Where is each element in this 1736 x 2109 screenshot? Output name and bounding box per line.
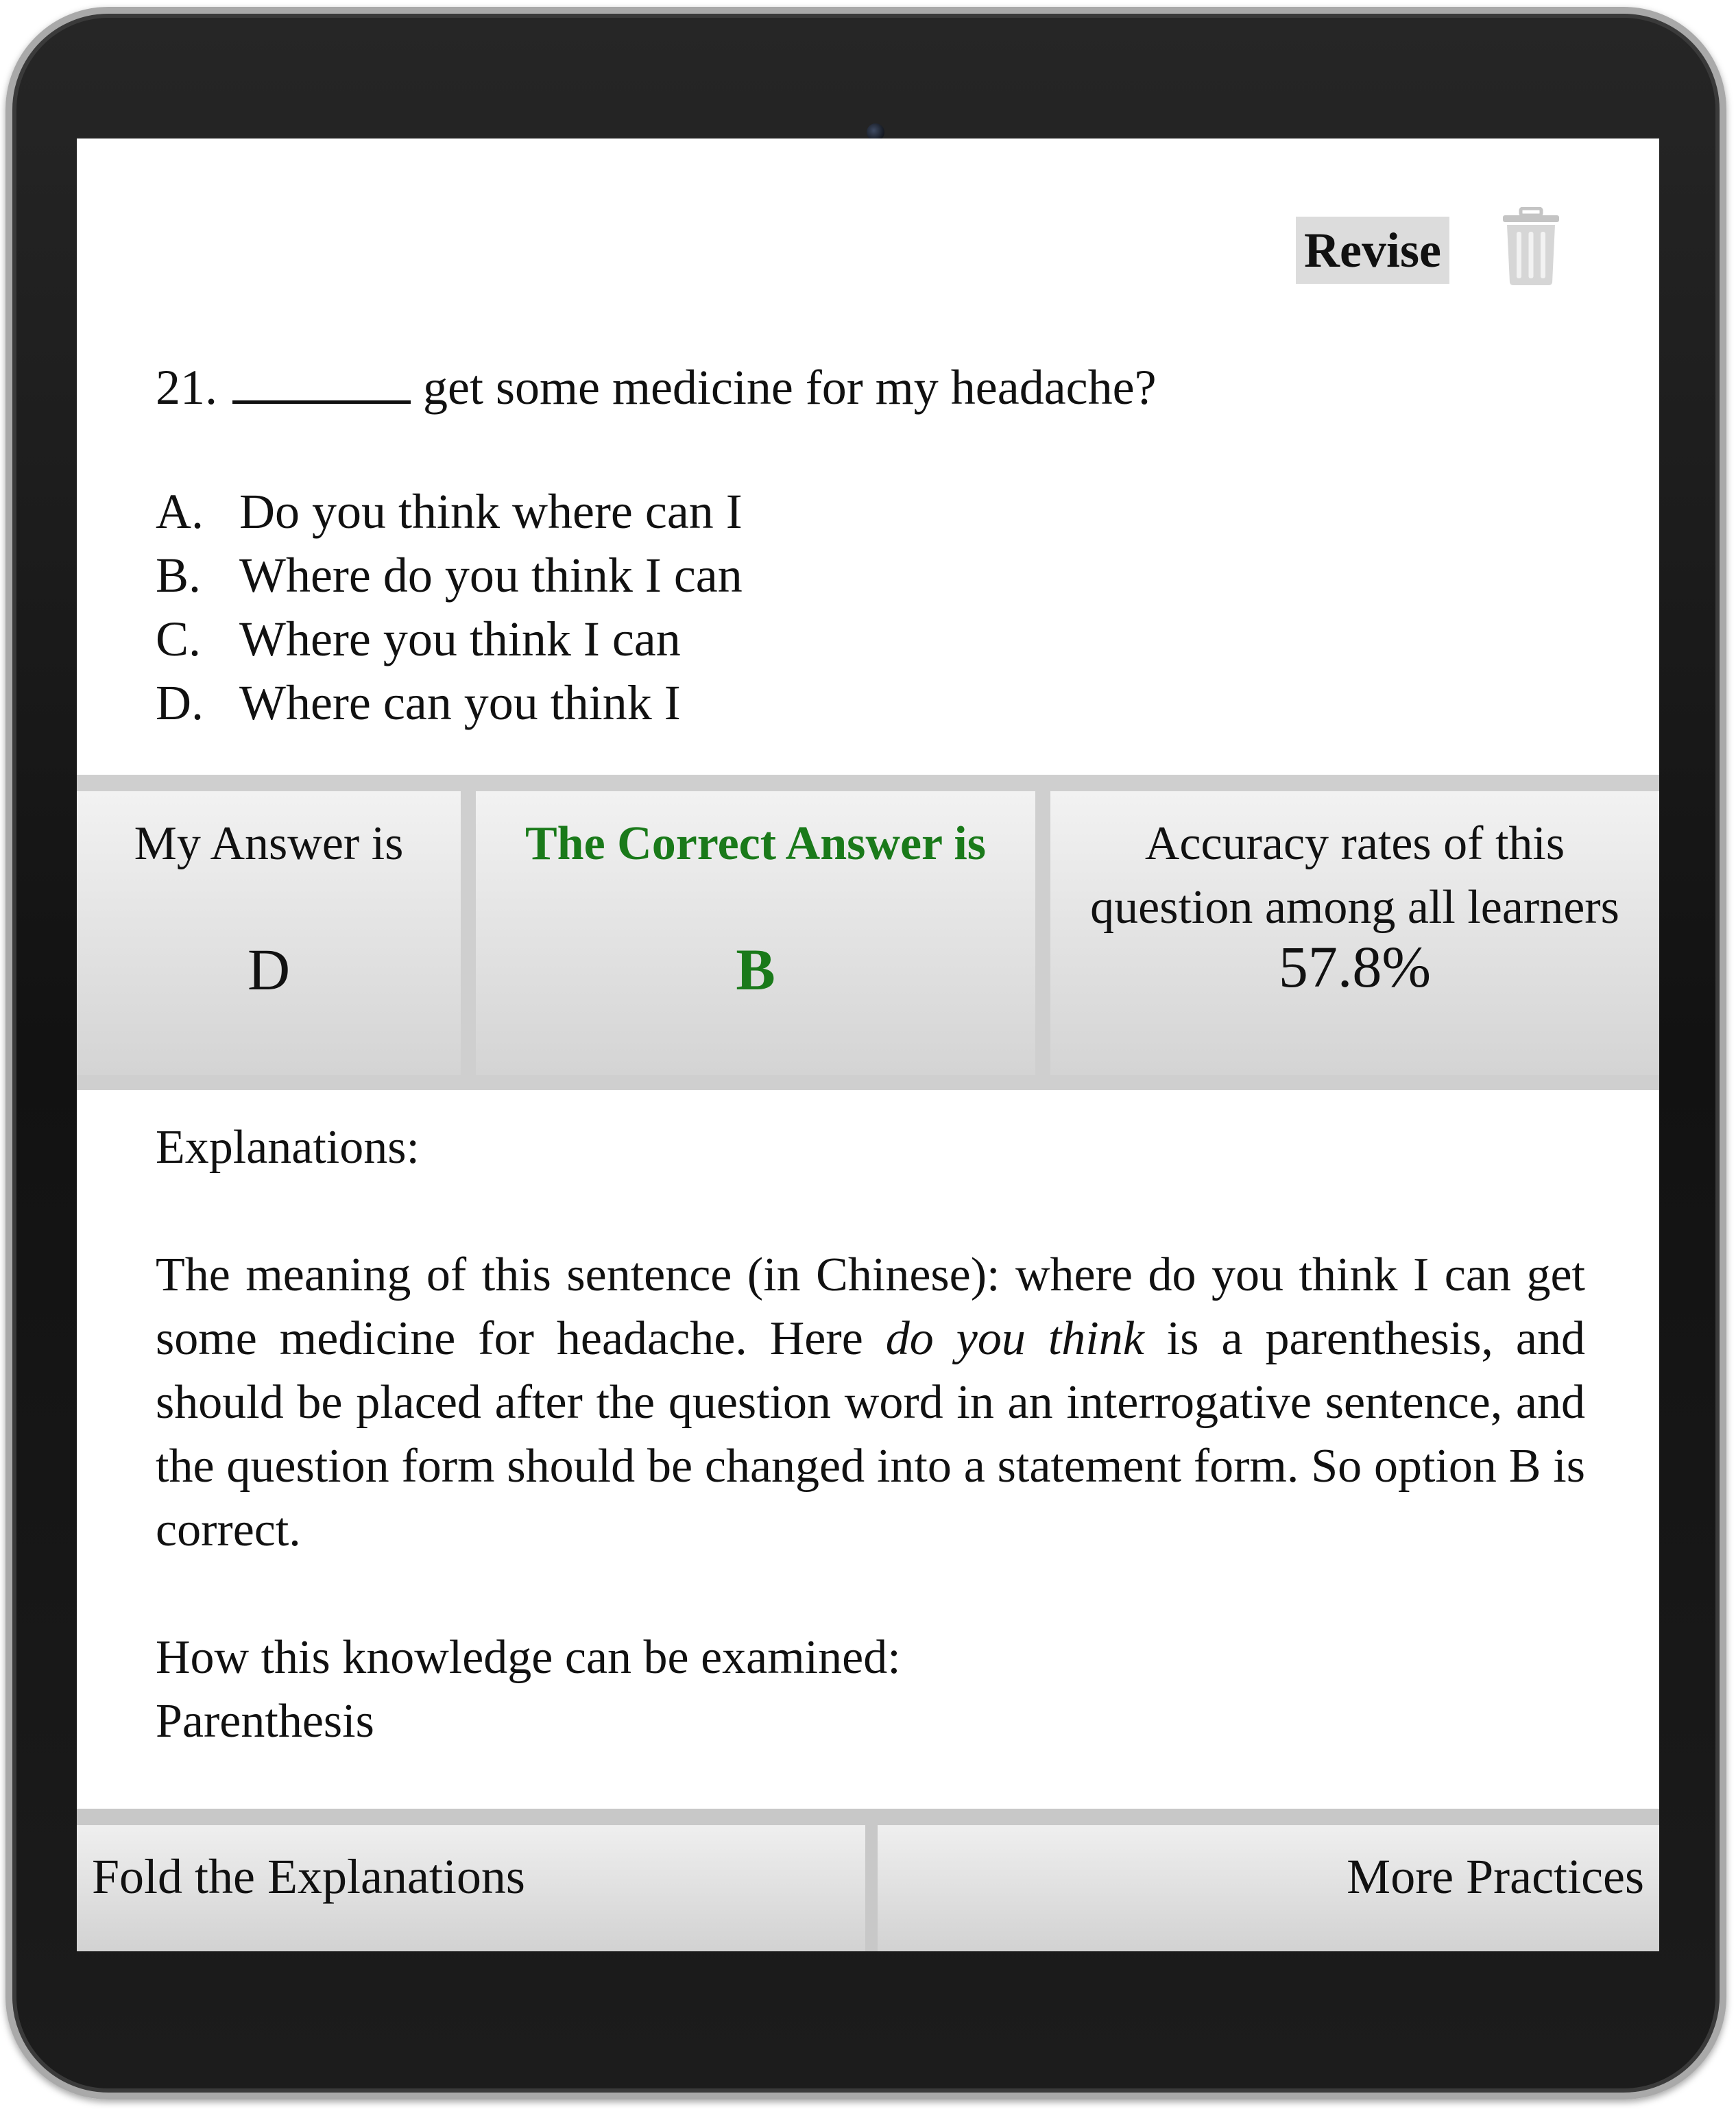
option-letter: A.	[156, 484, 204, 539]
exam-topic: Parenthesis	[156, 1695, 374, 1748]
option-c[interactable]	[156, 607, 743, 671]
option-text: Where you think I can	[239, 612, 681, 666]
question-number: 21.	[156, 360, 217, 415]
exam-heading: How this knowledge can be examined:	[156, 1631, 901, 1684]
option-d[interactable]	[156, 671, 743, 735]
option-text: Where can you think I	[239, 675, 681, 730]
revise-button[interactable]: Revise	[1296, 217, 1449, 284]
explanations-section	[156, 1116, 1585, 1753]
my-answer-value: D	[247, 937, 291, 1002]
accuracy-value: 57.8%	[1278, 934, 1432, 1000]
option-text: Where do you think I can	[239, 548, 743, 603]
correct-answer-label: The Correct Answer is	[525, 817, 987, 870]
fold-explanations-button[interactable]: Fold the Explanations	[77, 1825, 865, 1951]
explanation-text	[156, 1243, 1585, 1562]
explanation-part2: is a parenthesis, and should be placed after the question word in an interrogative sentence, and the question form should be changed into a statement form. So option B is correct.	[156, 1312, 1585, 1556]
more-practices-button[interactable]: More Practices	[878, 1825, 1659, 1951]
option-list	[156, 480, 743, 735]
answer-summary-panel	[77, 775, 1659, 1090]
option-letter: C.	[156, 612, 202, 666]
option-text: Do you think where can I	[239, 484, 743, 539]
trash-icon[interactable]	[1500, 207, 1562, 287]
accuracy-label-line1: Accuracy rates of this	[1144, 817, 1565, 870]
option-b[interactable]	[156, 544, 743, 607]
explanations-heading: Explanations:	[156, 1121, 420, 1174]
accuracy-label	[1050, 812, 1659, 939]
accuracy-cell	[1050, 791, 1659, 1075]
answer-blank	[232, 363, 411, 404]
correct-answer-cell	[476, 791, 1035, 1075]
question-stem	[156, 357, 1157, 418]
accuracy-label-line2: question among all learners	[1090, 881, 1619, 934]
my-answer-cell	[77, 791, 461, 1075]
question-text: get some medicine for my headache?	[423, 360, 1157, 415]
option-a[interactable]	[156, 480, 743, 544]
my-answer-label: My Answer is	[134, 817, 404, 870]
correct-answer-value: B	[736, 937, 775, 1002]
explanation-italic: do you think	[885, 1312, 1144, 1365]
option-letter: D.	[156, 675, 204, 730]
footer-bar	[77, 1809, 1659, 1951]
explanation-part1: The meaning of this sentence (in Chinese): where do you think I can get some medicine for headache. Here	[156, 1249, 1585, 1365]
option-letter: B.	[156, 548, 202, 603]
screen	[77, 138, 1659, 1951]
